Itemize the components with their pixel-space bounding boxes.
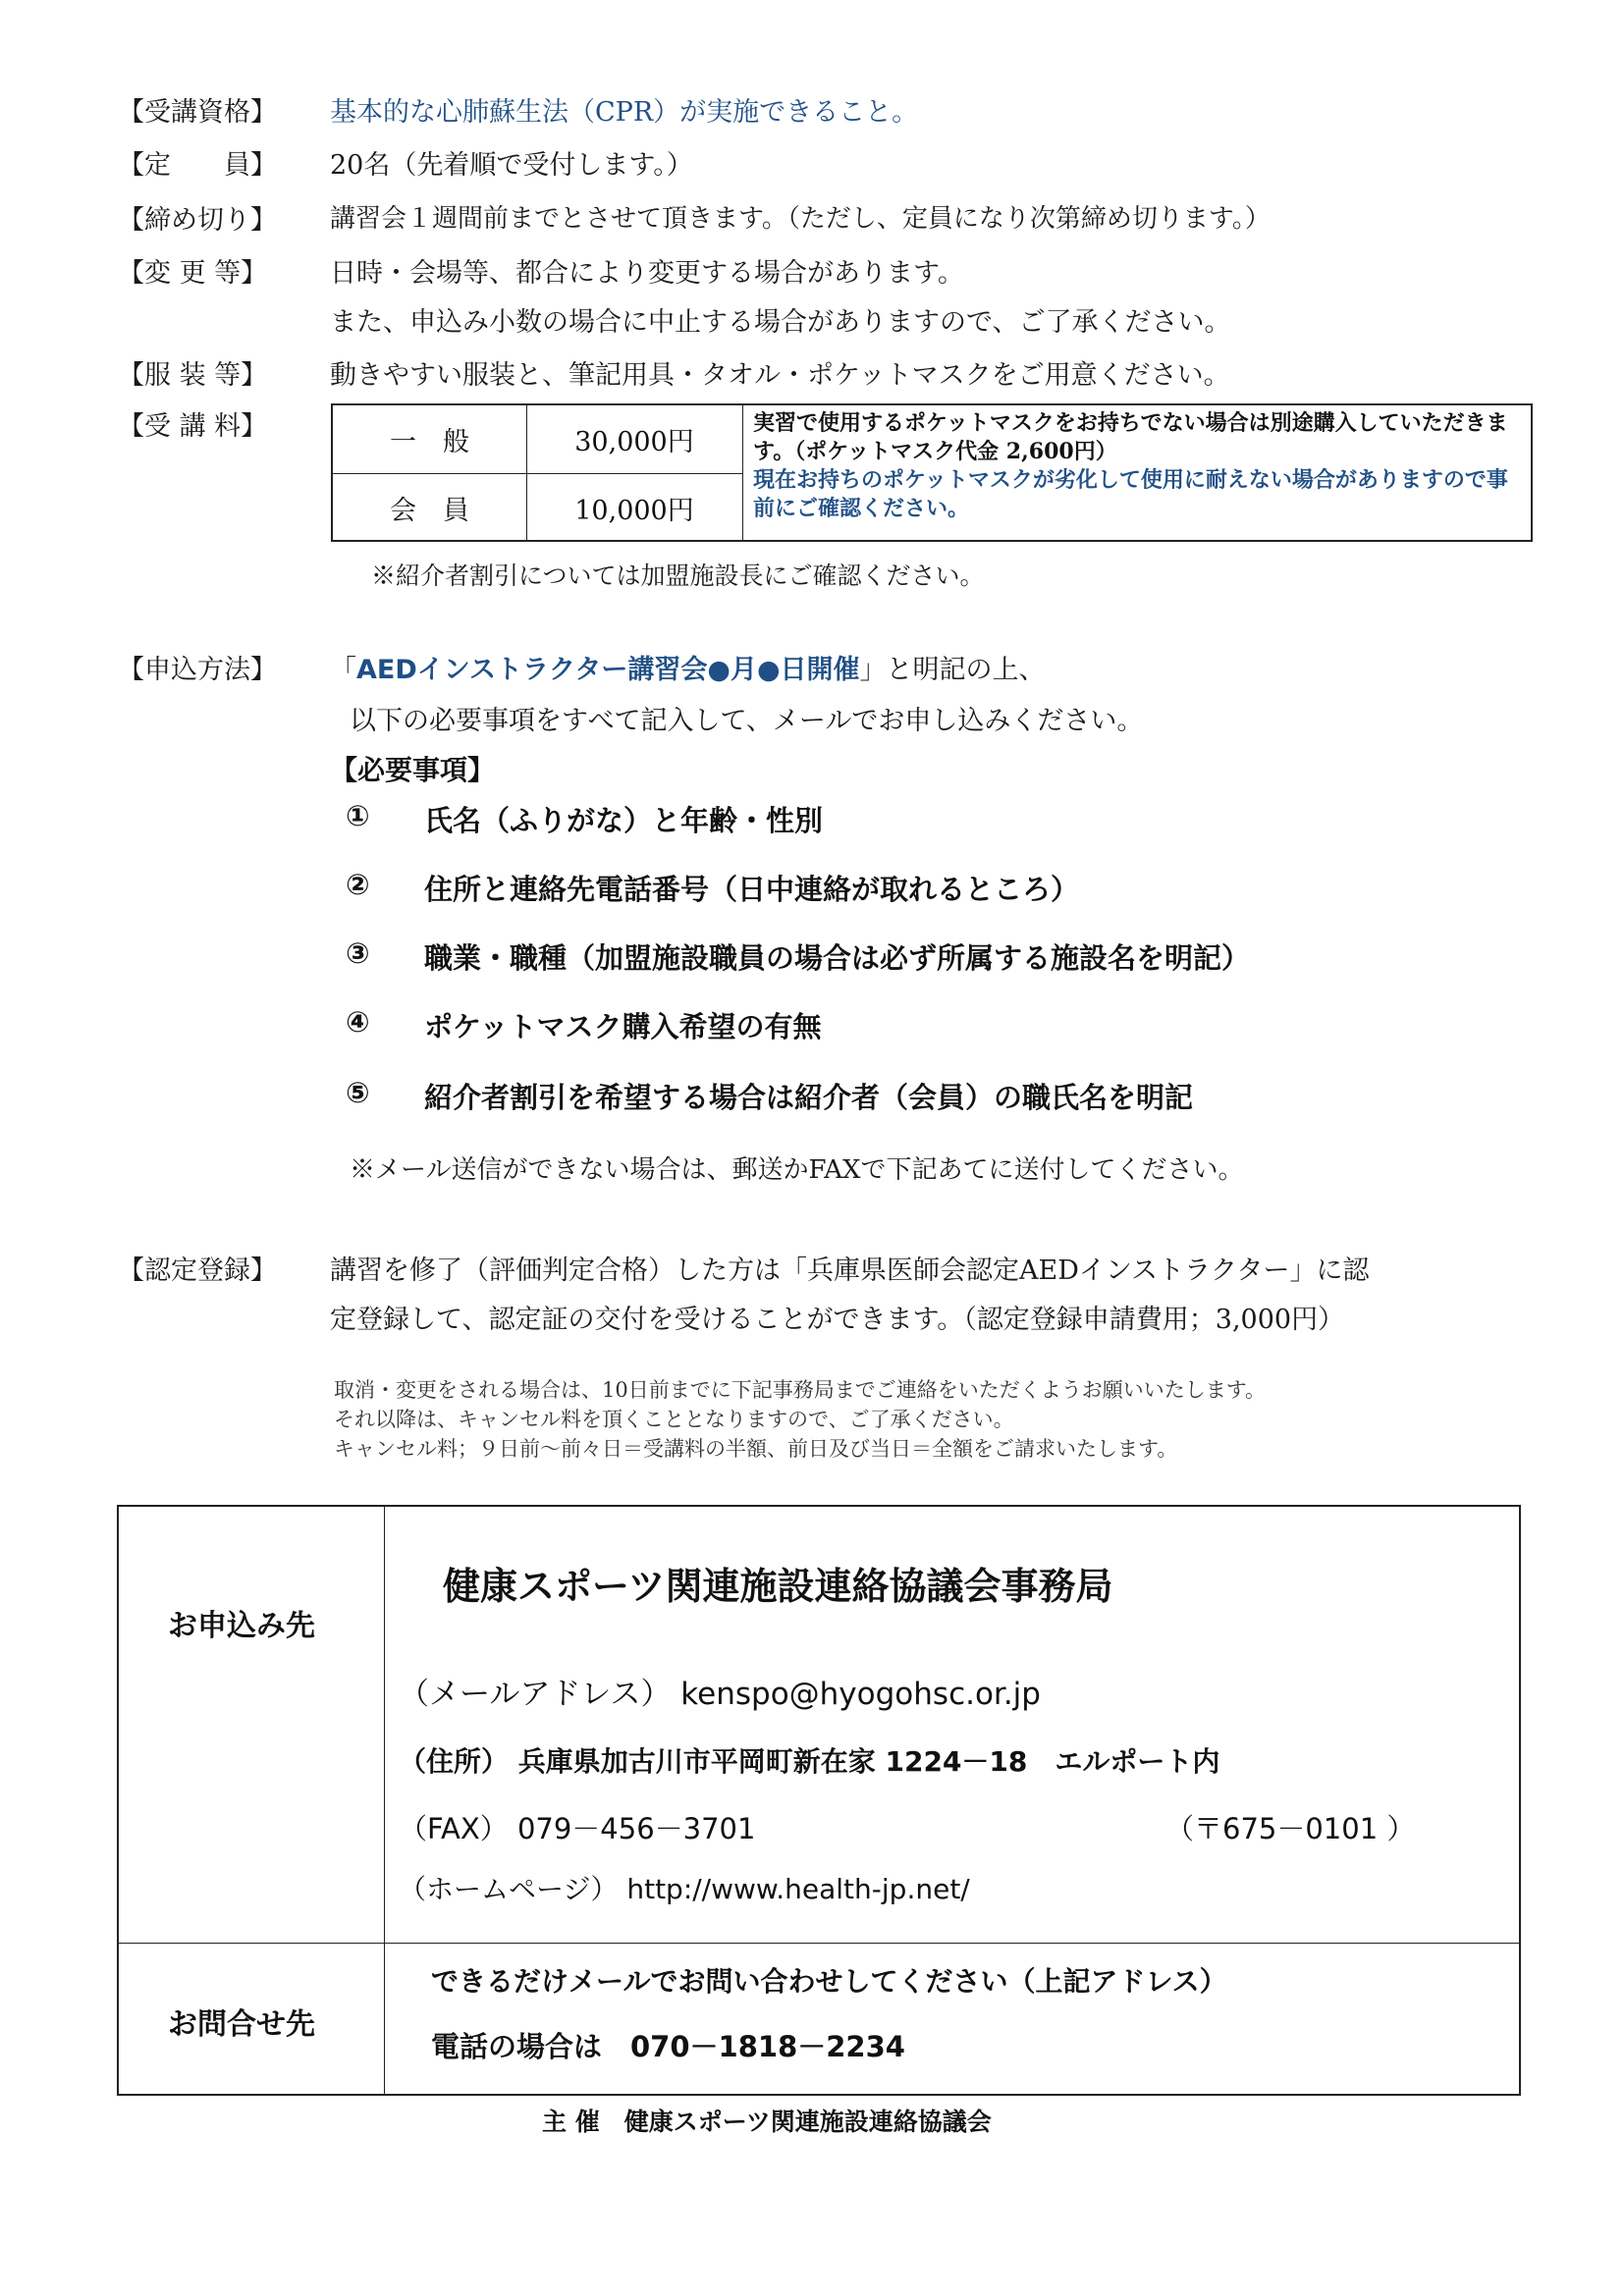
cert-line2: 定登録して、認定証の交付を受けることができます。（認定登録申請費用；3,000円）	[330, 1305, 1345, 1335]
label-changes: 【変 更 等】	[118, 258, 268, 289]
value-changes: 日時・会場等、都合により変更する場合があります。	[330, 258, 964, 289]
fee-note-1: 実習で使用するポケットマスクをお持ちでない場合は別途購入していただきます。（ポケットマスク代金 2,600円）	[753, 410, 1508, 464]
fee-row-general	[333, 405, 742, 473]
req-item-5-num: ⑤	[346, 1076, 370, 1109]
value-qualification: 基本的な心肺蘇生法（CPR）が実施できること。	[330, 97, 919, 128]
apply-line1-open: 「	[330, 655, 356, 685]
cancel-line3: キャンセル料；９日前～前々日＝受講料の半額、前日及び当日＝全額をご請求いたします。	[334, 1437, 1178, 1461]
req-item-4-num: ④	[346, 1005, 370, 1039]
discount-note: ※紹介者割引については加盟施設長にご確認ください。	[371, 561, 985, 590]
fee-member-price: 10,000円	[574, 496, 694, 526]
label-cert: 【認定登録】	[118, 1255, 277, 1286]
fee-note-2: 現在お持ちのポケットマスクが劣化して使用に耐えない場合がありますので事前にご確認ください。	[753, 467, 1508, 521]
apply-line1-highlight: AEDインストラクター講習会●月●日開催	[356, 655, 860, 685]
inquiry-label: お問合せ先	[168, 2007, 315, 2042]
cancel-line1: 取消・変更をされる場合は、10日前までに下記事務局までご連絡をいただくようお願いいたします。	[334, 1378, 1267, 1402]
req-item-2: 住所と連絡先電話番号（日中連絡が取れるところ）	[424, 873, 1080, 906]
label-apply: 【申込方法】	[118, 655, 277, 685]
label-attire: 【服 装 等】	[118, 360, 268, 391]
req-item-3: 職業・職種（加盟施設職員の場合は必ず所属する施設名を明記）	[424, 941, 1251, 975]
req-item-2-num: ②	[346, 868, 370, 901]
value-capacity: 20名（先着順で受付します。）	[330, 150, 693, 181]
value-attire: 動きやすい服装と、筆記用具・タオル・ポケットマスクをご用意ください。	[330, 360, 1230, 391]
fallback-note: ※メール送信ができない場合は、郵送かFAXで下記あてに送付してください。	[350, 1155, 1244, 1185]
fee-general-label: 一 般	[390, 427, 469, 457]
contact-postal: （〒675－0101 ）	[1165, 1812, 1416, 1845]
sponsor: 主 催 健康スポーツ関連施設連絡協議会	[542, 2108, 992, 2136]
fee-table	[331, 403, 1533, 542]
cancel-line2: それ以降は、キャンセル料を頂くこととなりますので、ご了承ください。	[334, 1408, 1014, 1431]
label-deadline: 【締め切り】	[118, 205, 277, 236]
apply-line2: 以下の必要事項をすべて記入して、メールでお申し込みください。	[350, 706, 1144, 736]
org-name: 健康スポーツ関連施設連絡協議会事務局	[443, 1565, 1113, 1608]
contact-box	[117, 1505, 1521, 2096]
contact-address: （住所） 兵庫県加古川市平岡町新在家 1224－18 エルポート内	[399, 1745, 1220, 1778]
apply-to-label: お申込み先	[168, 1609, 315, 1643]
req-item-1: 氏名（ふりがな）と年齢・性別	[424, 804, 824, 837]
contact-email: （メールアドレス） kenspo@hyogohsc.or.jp	[399, 1677, 1041, 1712]
apply-line1-close: 」と明記の上、	[859, 655, 1046, 685]
fee-note	[753, 409, 1529, 523]
fee-general-price: 30,000円	[574, 427, 694, 457]
req-item-3-num: ③	[346, 936, 370, 970]
req-item-4: ポケットマスク購入希望の有無	[424, 1010, 822, 1043]
label-qualification: 【受講資格】	[118, 97, 277, 128]
req-item-5: 紹介者割引を希望する場合は紹介者（会員）の職氏名を明記	[424, 1081, 1194, 1114]
cert-line1: 講習を修了（評価判定合格）した方は「兵庫県医師会認定AEDインストラクター」に認	[330, 1255, 1370, 1286]
label-fee: 【受 講 料】	[118, 411, 268, 442]
fee-row-member	[333, 474, 742, 542]
contact-fax: （FAX） 079－456－3701	[399, 1812, 756, 1845]
required-heading: 【必要事項】	[330, 754, 496, 786]
value-changes-2: また、申込み小数の場合に中止する場合がありますので、ご了承ください。	[330, 307, 1231, 338]
inquiry-line2: 電話の場合は 070－1818－2234	[431, 2030, 905, 2063]
req-item-1-num: ①	[346, 799, 370, 832]
inquiry-line1: できるだけメールでお問い合わせしてください（上記アドレス）	[431, 1965, 1227, 1998]
apply-line1	[330, 648, 1046, 686]
fee-member-label: 会 員	[390, 496, 469, 526]
label-capacity: 【定 員】	[118, 150, 277, 181]
value-deadline: 講習会１週間前までとさせて頂きます。（ただし、定員になり次第締め切ります。）	[330, 204, 1271, 234]
contact-homepage: （ホームページ） http://www.health-jp.net/	[399, 1873, 970, 1905]
